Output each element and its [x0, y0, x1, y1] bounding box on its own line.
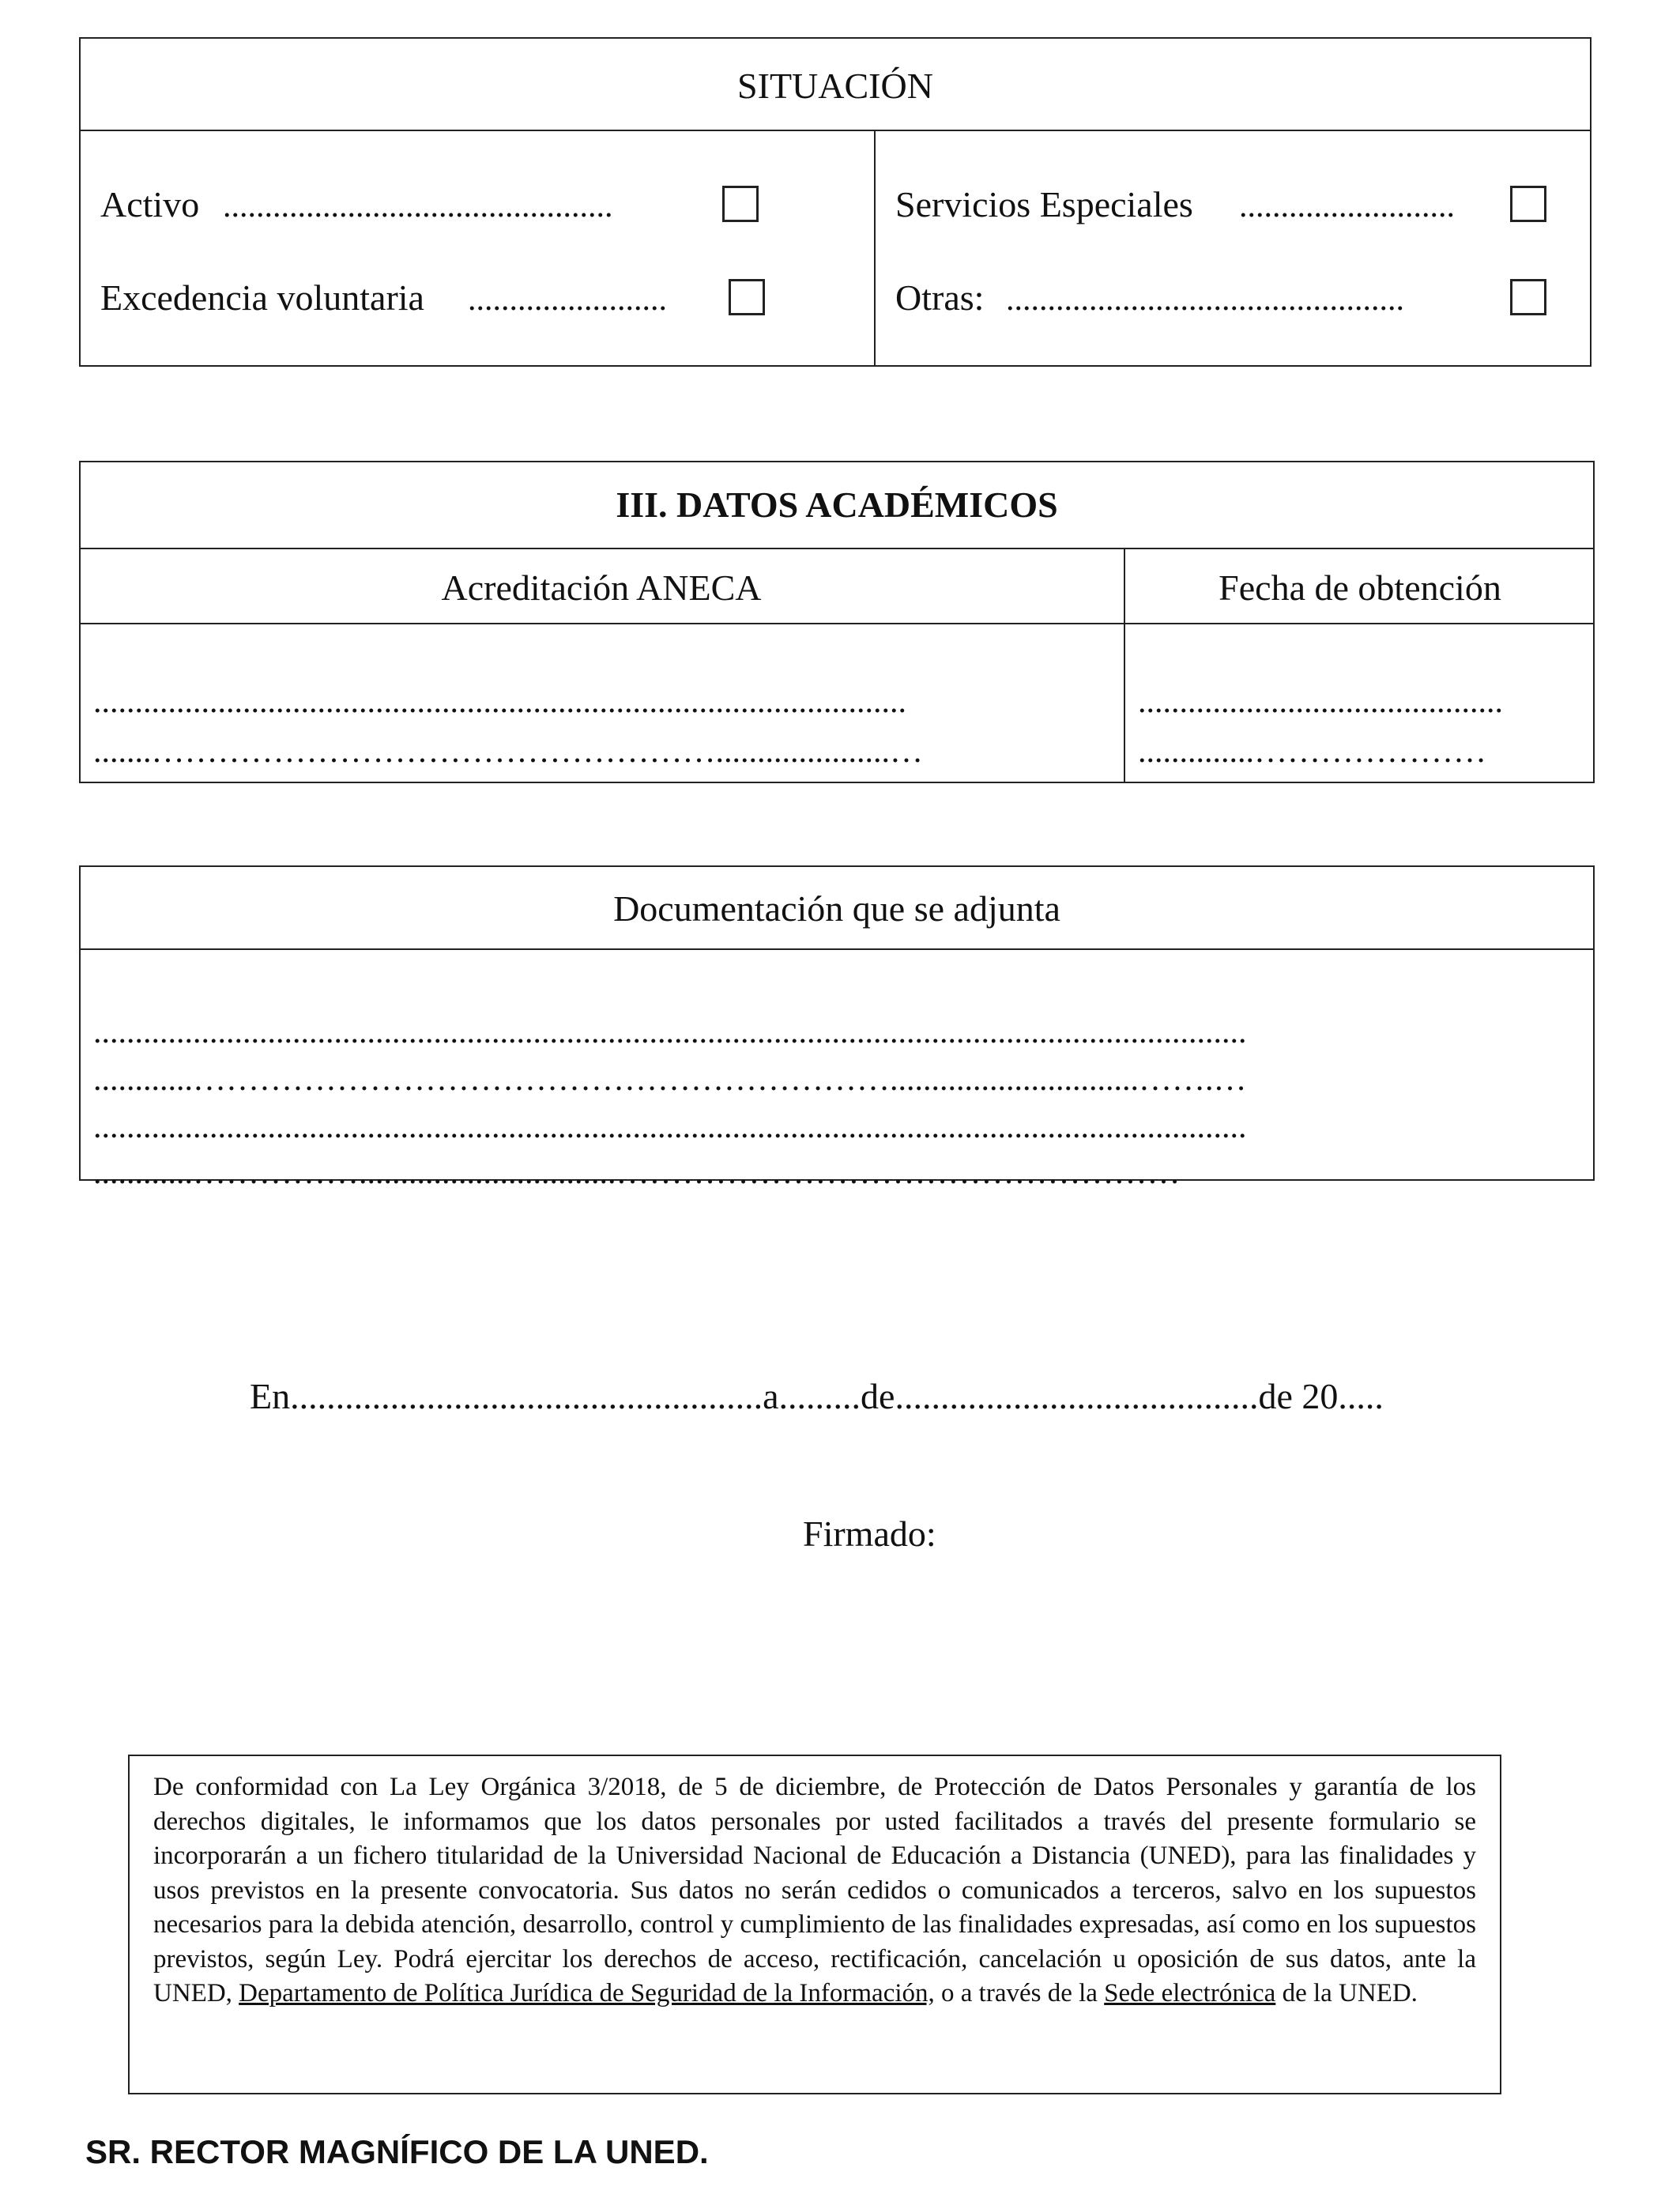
legal-text-main: De conformidad con La Ley Orgánica 3/2018, de 5 de diciembre, de Protección de Datos Personales y garantía de los derechos digitales, le informamos que los datos personales por usted facilitados a través del presente formulario se incorporarán a un fichero titularidad de la Universidad Nacional de Educación a Distancia (UNED), para las finalidades y usos previstos en la presente convocatoria. Sus datos no serán cedidos o comunicados a terceros, salvo en los supuestos necesarios para la debida atención, desarrollo, control y cumplimiento de las finalidades expresadas, así como en los supuestos previstos, según Ley. Podrá ejercitar los derechos de acceso, rectificación, cancelación u oposición de sus datos, ante la UNED,: [153, 1773, 1476, 2007]
date-day-dots[interactable]: .........: [778, 1376, 861, 1416]
activo-dots: ...............................................: [223, 190, 613, 223]
legal-text-via: o a través de la: [934, 1979, 1105, 2007]
firmado-label: Firmado:: [803, 1514, 936, 1554]
servicios-especiales-checkbox[interactable]: [1510, 186, 1546, 222]
otras-checkbox[interactable]: [1510, 279, 1546, 315]
legal-text-end: de la UNED.: [1275, 1979, 1418, 2007]
acreditacion-aneca-header: Acreditación ANECA: [441, 567, 762, 608]
date-a: a: [763, 1376, 779, 1416]
documentacion-line-2[interactable]: ............………………………………………………………..............................…….…: [93, 1063, 1247, 1096]
documentacion-line-3[interactable]: ...........................................................................................................................................: [93, 1110, 1247, 1144]
fecha-line-1[interactable]: ............................................: [1138, 685, 1503, 718]
servicios-especiales-dots: ..........................: [1239, 190, 1455, 223]
activo-checkbox[interactable]: [722, 186, 759, 222]
date-place-dots[interactable]: ....................................................: [290, 1376, 763, 1416]
date-en: En: [250, 1376, 291, 1416]
academicos-header-divider: [79, 623, 1595, 624]
legal-link-sede-electronica[interactable]: Sede electrónica: [1104, 1979, 1276, 2007]
date-month-dots[interactable]: ........................................: [895, 1376, 1259, 1416]
date-de-2: de 20.....: [1258, 1376, 1384, 1416]
addressee: SR. RECTOR MAGNÍFICO DE LA UNED.: [85, 2133, 709, 2170]
documentacion-header-divider: [79, 948, 1595, 950]
academicos-title: III. DATOS ACADÉMICOS: [616, 484, 1058, 525]
legal-notice-text: [153, 1770, 1476, 2011]
fecha-obtencion-header: Fecha de obtención: [1219, 567, 1501, 608]
date-de-1: de: [861, 1376, 895, 1416]
otras-dots: ................................................: [1006, 283, 1404, 316]
servicios-especiales-label: Servicios Especiales: [895, 184, 1193, 224]
academicos-title-divider: [79, 548, 1595, 549]
documentacion-title: Documentación que se adjunta: [613, 888, 1060, 929]
date-line: [250, 1378, 1384, 1415]
situacion-column-divider: [874, 130, 876, 367]
situacion-header: SITUACIÓN: [737, 66, 933, 106]
excedencia-label: Excedencia voluntaria: [100, 277, 424, 318]
acreditacion-line-1[interactable]: ..................................................................................................: [93, 685, 906, 718]
acreditacion-line-2[interactable]: .......…………………………………………….....................…: [93, 735, 923, 768]
excedencia-checkbox[interactable]: [729, 279, 765, 315]
excedencia-dots: ........................: [468, 283, 667, 316]
otras-label: Otras:: [895, 277, 985, 318]
activo-label: Activo: [100, 184, 200, 224]
legal-link-departamento[interactable]: Departamento de Política Jurídica de Seguridad de la Información,: [239, 1979, 935, 2007]
documentacion-line-1[interactable]: ...........................................................................................................................................: [93, 1016, 1247, 1049]
fecha-line-2[interactable]: ..............…………………: [1138, 735, 1486, 768]
documentacion-line-4[interactable]: ............……………...............................……………………………………………: [93, 1156, 1181, 1189]
situacion-header-divider: [79, 130, 1591, 131]
